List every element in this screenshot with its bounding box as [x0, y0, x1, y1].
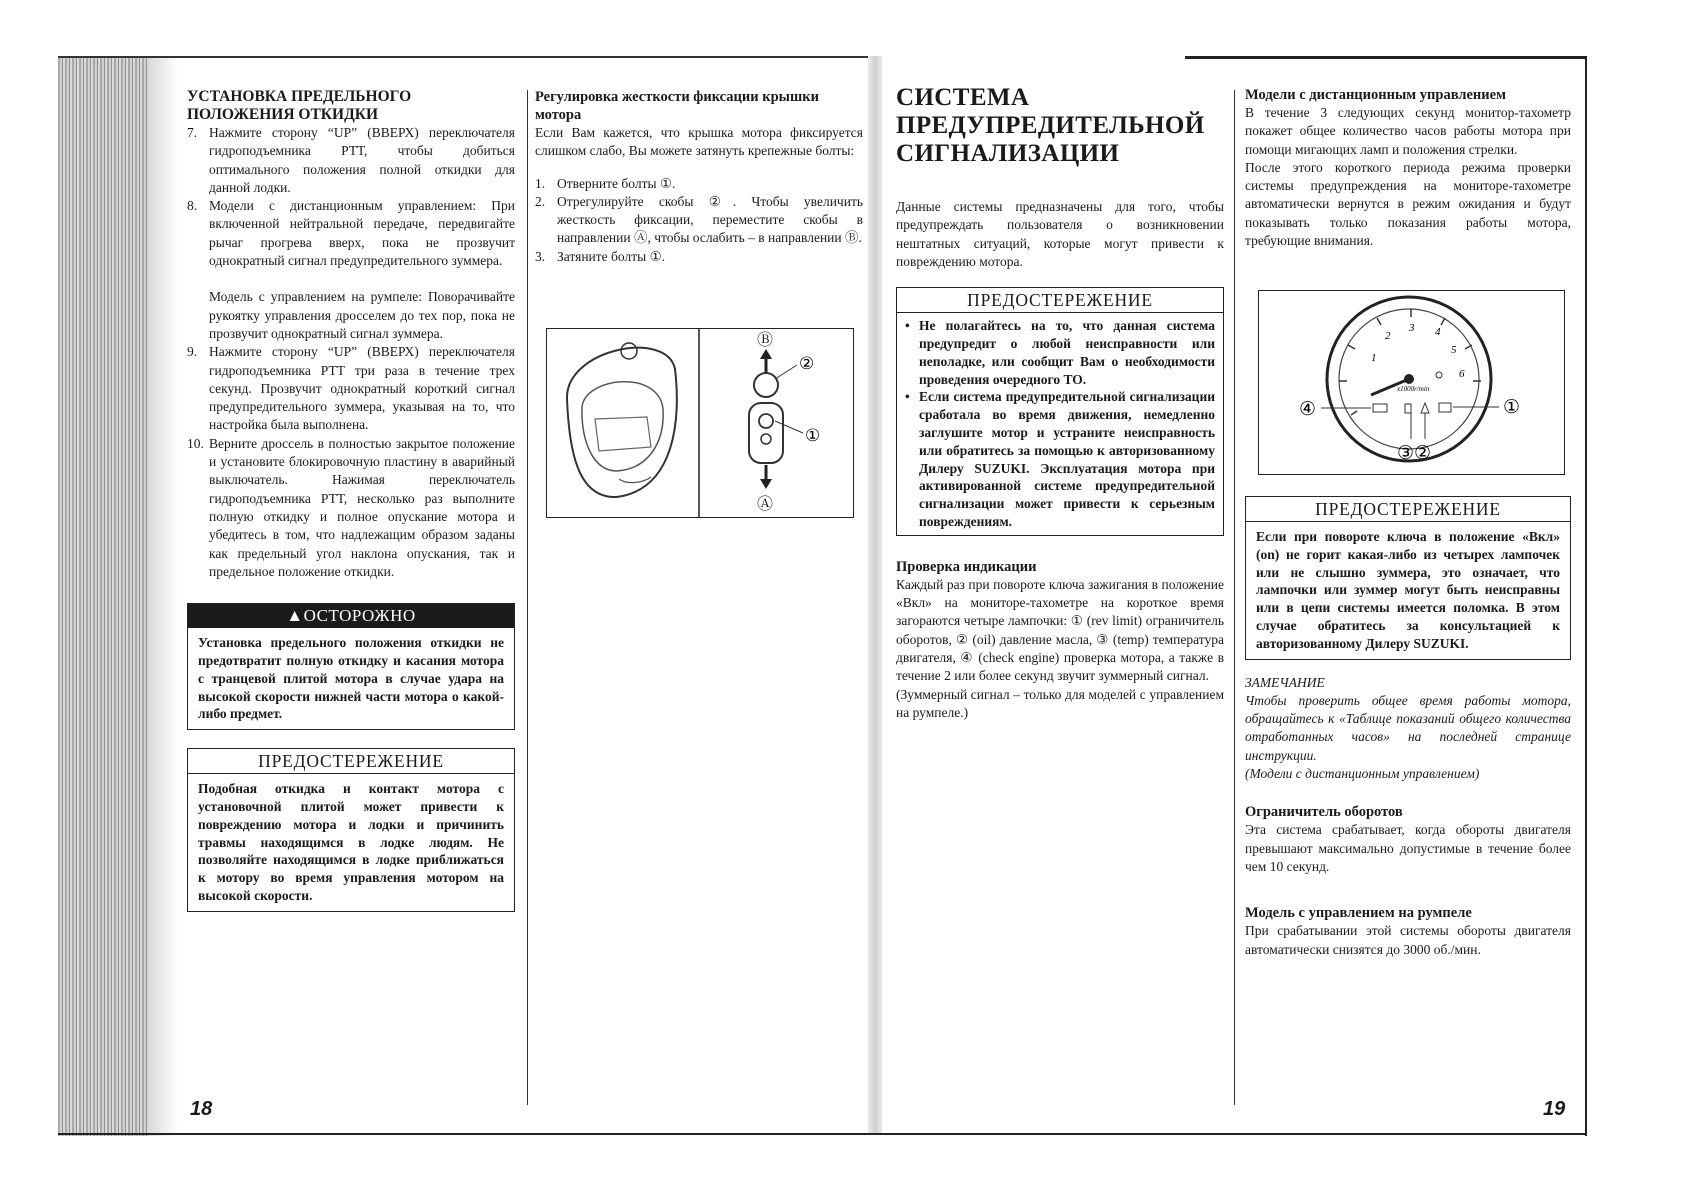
paragraph: При срабатывании этой системы обороты двигателя автоматически снизятся до 3000 об./мин. [1245, 923, 1571, 957]
caution-text: Подобная откидка и контакт мотора с установочной плитой может привести к повреждению мотора и лодки и причинить травмы находящимся в лодке людям. Не позволяйте находящимся в лодке приближаться к мотору во время управления мотором на высокой скорости. [198, 781, 504, 903]
caution-box [896, 287, 1224, 536]
caution-text: Если при повороте ключа в положение «Вкл» (on) не горит какая-либо из четырех лампочек или не слышно зуммера, это означает, что лампочки или зуммер могут быть неисправны или в цепи системы имеется поломка. В этом случае обратитесь за консультацией к авторизованному Дилеру SUZUKI. [1256, 529, 1560, 651]
tick-label: 4 [1435, 326, 1441, 338]
paragraph: В течение 3 следующих секунд монитор-тахометр покажет общее количество часов работы мотора при помощи мигающих ламп и положения стрелки. [1245, 105, 1571, 157]
right-column-2-lower [1245, 496, 1571, 959]
list-item: Модель с управлением на румпеле: Поворачивайте рукоятку управления дросселем до тех пор, пока не прозвучит однократный сигнал зуммера. [209, 289, 515, 341]
figure-label-2: ② [799, 354, 815, 374]
caution-heading: ПРЕДОСТЕРЕЖЕНИЕ [897, 288, 1223, 313]
caution-box [187, 748, 515, 912]
column-divider [527, 90, 528, 1105]
top-rule [1185, 56, 1585, 59]
page-edge-shading [58, 56, 148, 1136]
tick-label: 6 [1459, 368, 1465, 380]
gauge-label-1: ① [1503, 396, 1521, 418]
column-divider [1234, 90, 1235, 1105]
paragraph: Эта система срабатывает, когда обороты двигателя превышают максимально допустимые в течение более чем 10 секунд. [1245, 822, 1571, 874]
figure-label-b: Ⓑ [757, 330, 774, 349]
tachometer-figure [1258, 290, 1565, 475]
paragraph: После этого короткого периода режима проверки системы предупреждения на мониторе-тахометре автоматически вернутся в режим ожидания и будут показывать только показания работы мотора, требующие внимания. [1245, 159, 1571, 249]
tick-label: 3 [1409, 322, 1415, 334]
section-title: Проверка индикации [896, 558, 1037, 575]
caution-box [1245, 496, 1571, 660]
note-heading: ЗАМЕЧАНИЕ [1245, 674, 1325, 690]
caution-text [897, 313, 1223, 535]
section-title: Ограничитель оборотов [1245, 804, 1403, 821]
top-rule [58, 56, 870, 58]
caution-heading: ПРЕДОСТЕРЕЖЕНИЕ [188, 749, 514, 774]
bottom-rule [58, 1133, 1585, 1135]
right-edge-rule [1585, 56, 1587, 1136]
section-title: Модели с дистанционным управлением [1245, 87, 1506, 103]
list-item: • Если система предупредительной сигнализации сработала во время движения, немедленно заглушите мотор и устраните неисправность или обратитесь за помощью к авторизованному Дилеру SUZUKI. Эксплуатация мотора при активированной системе предупредительной сигнализации может привести к серьезным повреждениям. [905, 389, 1215, 529]
paragraph: Если Вам кажется, что крышка мотора фиксируется слишком слабо, Вы можете затянуть крепежные болты: [535, 125, 863, 159]
steps-list [535, 175, 863, 266]
list-item: 2. Отрегулируйте скобы ②. Чтобы увеличить жесткость фиксации, переместите скобы в направлении Ⓐ, чтобы ослабить – в направлении Ⓑ. [535, 193, 863, 246]
tick-label: 2 [1385, 330, 1391, 342]
section-title: УСТАНОВКА ПРЕДЕЛЬНОГО ПОЛОЖЕНИЯ ОТКИДКИ [187, 88, 412, 123]
section-title: Модель с управлением на румпеле [1245, 905, 1472, 922]
note-text: Чтобы проверить общее время работы мотора, обращайтесь к «Таблице показаний общего количества отработанных часов» на последней странице инструкции. [1245, 692, 1571, 763]
tick-label: 1 [1371, 352, 1377, 364]
list-item: 9. Нажмите сторону “UP” (ВВЕРХ) переключателя гидроподъемника РТТ три раза в течение трех секунд. Прозвучит однократный короткий сигнал предупредительного зуммера, указывая на то, что настройка была выполнена. [187, 344, 515, 433]
list-item: 10. Верните дроссель в полностью закрытое положение и установите блокировочную пластину в аварийный выключатель. Нажимая переключатель гидроподъемника РТТ, несколько раз выполните полную откидку и полное опускание мотора и убедитесь в том, что надлежащим образом заданы как предельный угол наклона опускания, так и предельное положение откидки. [187, 435, 515, 579]
right-column-1 [896, 84, 1224, 722]
paragraph: Данные системы предназначены для того, чтобы предупреждать пользователя о возникновении нештатных ситуаций, которые могут привести к повреждению мотора. [896, 199, 1224, 269]
figure-label-1: ① [805, 426, 821, 446]
warning-text: Установка предельного положения откидки не предотвратит полную откидку и касания мотора с транцевой плитой мотора в случае удара на высокой скорости нижней части мотора о какой-либо предмет. [198, 635, 504, 722]
motor-cover-illustration [547, 329, 853, 517]
rpm-unit-label: x1000r/min [1397, 385, 1430, 393]
right-column-2 [1245, 86, 1571, 250]
motor-cover-figure [546, 328, 854, 518]
section-title: Регулировка жесткости фиксации крышки мотора [535, 89, 819, 123]
tick-label: 5 [1451, 344, 1457, 356]
paragraph: Каждый раз при повороте ключа зажигания в положение «Вкл» на мониторе-тахометре на короткое время загораются четыре лампочки: ① (rev limit) ограничитель оборотов, ② (oil) давление масла, ③ (temp) температура двигателя, ④ (check engine) проверка мотора, а также в течение 2 или более секунд звучит зуммерный сигнал. [896, 576, 1224, 684]
left-column-2 [535, 88, 863, 266]
warning-triangle-icon: ▲ [286, 606, 304, 626]
gauge-label-4: ④ [1299, 398, 1317, 420]
steps-list [187, 124, 515, 581]
left-column-1 [187, 88, 515, 912]
list-item: 7. Нажмите сторону “UP” (ВВЕРХ) переключателя гидроподъемника РТТ, чтобы добиться оптимального положения полной откидки для данной лодки. [187, 125, 515, 195]
page-number: 18 [190, 1098, 213, 1120]
warning-box [187, 603, 515, 730]
list-item: 1. Отверните болты ①. [535, 175, 676, 191]
warning-heading: ▲ОСТОРОЖНО [188, 604, 514, 628]
figure-label-a: Ⓐ [757, 494, 774, 513]
list-item: 3. Затяните болты ①. [535, 248, 666, 264]
gauge-label-3-2: ③② [1397, 442, 1432, 464]
caution-heading: ПРЕДОСТЕРЕЖЕНИЕ [1246, 497, 1570, 522]
chapter-title: СИСТЕМА ПРЕДУПРЕДИТЕЛЬНОЙ СИГНАЛИЗАЦИИ [896, 84, 1205, 167]
list-item: 8. Модели с дистанционным управлением: При включенной нейтральной передаче, передвигайте рычаг прогрева вверх, пока не прозвучит однократный сигнал предупредительного зуммера. [187, 198, 515, 269]
list-item: • Не полагайтесь на то, что данная система предупредит о любой неисправности или неполадке, или сообщит Вам о необходимости проведения очередного ТО. [905, 318, 1215, 387]
book-gutter [868, 56, 882, 1134]
paragraph: (Зуммерный сигнал – только для моделей с управлением на румпеле.) [896, 686, 1224, 720]
page-number: 19 [1543, 1098, 1566, 1120]
note-text: (Модели с дистанционным управлением) [1245, 766, 1480, 782]
tachometer-illustration [1259, 291, 1564, 474]
